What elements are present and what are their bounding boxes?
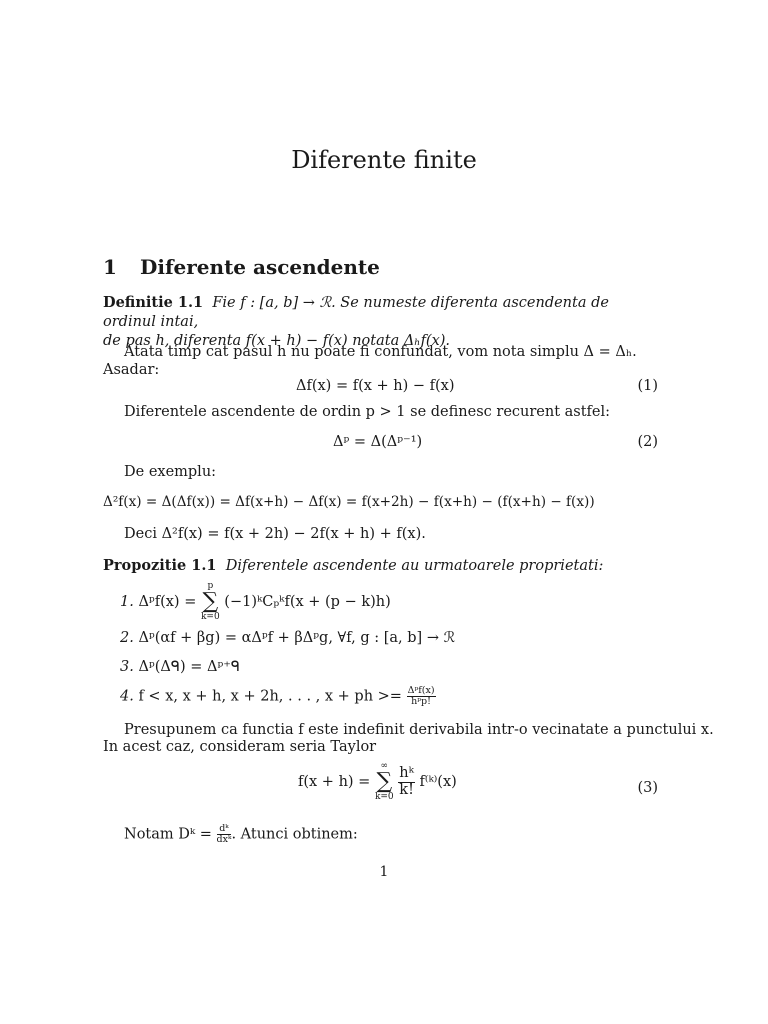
paragraph-6-suffix: . Atunci obtinem: bbox=[231, 826, 358, 843]
item-2-text: Δᵖ(αf + βg) = αΔᵖf + βΔᵖg, ∀f, g : [a, b] → ℛ bbox=[138, 630, 456, 646]
section-heading bbox=[103, 255, 380, 279]
equation-3-lhs: f(x + h) = bbox=[298, 774, 371, 790]
definition-line-2: de pas h, diferenta f(x + h) − f(x) notata Δₕf(x). bbox=[103, 333, 451, 349]
sum-lower-limit: k=0 bbox=[374, 792, 394, 802]
proposition-item-4 bbox=[120, 686, 436, 707]
paragraph-2: Diferentele ascendente de ordin p > 1 se definesc recurent astfel: bbox=[124, 404, 611, 420]
sum-lower-limit: k=0 bbox=[200, 612, 220, 622]
paragraph-3: De exemplu: bbox=[124, 464, 217, 480]
item-number: 4. bbox=[120, 688, 134, 705]
item-4-text: f < x, x + h, x + 2h, . . . , x + ph >= bbox=[138, 688, 402, 705]
page-number: 1 bbox=[379, 864, 389, 880]
paragraph-6 bbox=[124, 824, 358, 845]
document-title: Diferente finite bbox=[291, 146, 477, 174]
item-number: 3. bbox=[120, 659, 134, 675]
proposition-label: Propozitie 1.1 bbox=[103, 557, 217, 574]
paragraph-4: Deci Δ²f(x) = f(x + 2h) − 2f(x + h) + f(x). bbox=[124, 526, 426, 542]
item-1-lhs: Δᵖf(x) = bbox=[138, 594, 197, 610]
summation-symbol: ∞ ∑ k=0 bbox=[374, 761, 394, 802]
section-title: Diferente ascendente bbox=[140, 255, 380, 279]
item-4-fraction bbox=[407, 686, 436, 707]
proposition-text: Diferentele ascendente au urmatoarele proprietati: bbox=[225, 558, 604, 574]
fraction-numerator: Δᵖf(x) bbox=[407, 685, 435, 696]
paragraph-1-line-1: Atata timp cat pasul h nu poate fi confundat, vom nota simplu Δ = Δₕ. bbox=[124, 344, 637, 360]
equation-2: Δᵖ = Δ(Δᵖ⁻¹) bbox=[333, 434, 423, 450]
proposition-block bbox=[103, 556, 603, 576]
example-equation: Δ²f(x) = Δ(Δf(x)) = Δf(x+h) − Δf(x) = f(x+2h) − f(x+h) − (f(x+h) − f(x)) bbox=[103, 494, 595, 510]
summation-symbol: p ∑ k=0 bbox=[200, 581, 220, 622]
equation-3 bbox=[298, 762, 457, 802]
equation-1-number: (1) bbox=[637, 378, 658, 394]
paragraph-5-line-1: Presupunem ca functia f este indefinit derivabila intr-o vecinatate a punctului x. bbox=[124, 722, 714, 738]
equation-3-rhs: f⁽ᵏ⁾(x) bbox=[419, 774, 457, 790]
equation-1: Δf(x) = f(x + h) − f(x) bbox=[296, 378, 455, 394]
proposition-item-3 bbox=[120, 659, 240, 675]
item-number: 1. bbox=[120, 594, 134, 610]
paragraph-6-prefix: Notam Dᵏ = bbox=[124, 826, 212, 843]
item-number: 2. bbox=[120, 630, 134, 646]
equation-2-number: (2) bbox=[637, 434, 658, 450]
fraction-numerator: hᵏ bbox=[399, 765, 414, 782]
fraction-denominator: k! bbox=[399, 781, 414, 798]
equation-3-fraction bbox=[398, 766, 415, 797]
paragraph-5-line-2: In acest caz, consideram seria Taylor bbox=[103, 739, 377, 755]
definition-line-1: Fie f : [a, b] → ℛ. Se numeste diferenta ascendenta de ordinul intai, bbox=[103, 295, 609, 330]
item-1-rhs: (−1)ᵏCₚᵏf(x + (p − k)h) bbox=[224, 594, 391, 610]
section-number: 1 bbox=[103, 255, 117, 279]
fraction-denominator: hᵖp! bbox=[411, 695, 431, 707]
fraction-numerator: dᵏ bbox=[217, 824, 232, 835]
equation-3-number: (3) bbox=[637, 780, 658, 796]
fraction-denominator: dxᵏ bbox=[216, 833, 232, 845]
paragraph-1-line-2: Asadar: bbox=[103, 362, 160, 378]
definition-label: Definitie 1.1 bbox=[103, 294, 204, 311]
proposition-item-2 bbox=[120, 630, 455, 646]
sum-upper-limit: p bbox=[207, 581, 214, 591]
derivative-fraction bbox=[217, 824, 232, 845]
item-3-text: Δᵖ(Δᑫ) = Δᵖ⁺ᑫ bbox=[138, 659, 241, 675]
proposition-item-1 bbox=[120, 582, 391, 622]
sum-upper-limit: ∞ bbox=[380, 761, 389, 771]
